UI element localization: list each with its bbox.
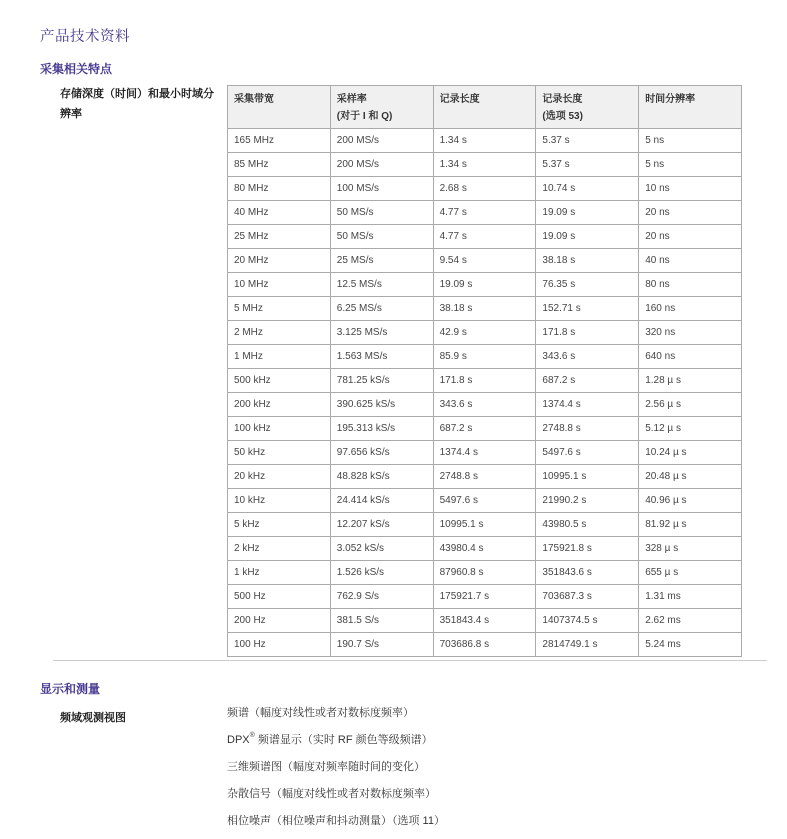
header-line1: 记录长度 [439,94,480,105]
table-row [228,129,742,153]
table-header-cell-sample-rate [330,86,433,129]
table-cell: 655 µ s [639,561,742,585]
table-cell: 10995.1 s [536,465,639,489]
table-cell: 703687.3 s [536,585,639,609]
table-row [228,297,742,321]
table-cell: 190.7 S/s [330,633,433,657]
page-title: 产品技术资料 [40,29,130,45]
table-row [228,345,742,369]
table-row [228,369,742,393]
table-cell: 5497.6 s [433,489,536,513]
item-text: 频谱显示（实时 RF 颜色等级频谱） [254,734,433,746]
table-cell: 19.09 s [536,201,639,225]
table-cell: 2814749.1 s [536,633,639,657]
table-cell: 38.18 s [536,249,639,273]
registered-trademark-icon: ® [249,732,255,740]
table-cell: 5 MHz [228,297,331,321]
table-header-cell-record-length-opt53 [536,86,639,129]
table-row [228,177,742,201]
table-cell: 12.5 MS/s [330,273,433,297]
table-cell: 9.54 s [433,249,536,273]
table-cell: 5 kHz [228,513,331,537]
table-cell: 10.24 µ s [639,441,742,465]
table-cell: 195.313 kS/s [330,417,433,441]
table-cell: 2 MHz [228,321,331,345]
table-cell: 10.74 s [536,177,639,201]
table-row [228,201,742,225]
table-cell: 1374.4 s [536,393,639,417]
table-row [228,489,742,513]
list-item [227,734,445,761]
table-cell: 1.28 µ s [639,369,742,393]
header-line2: (选项 53) [542,111,583,122]
storage-depth-table [227,85,742,657]
table-cell: 38.18 s [433,297,536,321]
table-row [228,321,742,345]
table-cell: 2.62 ms [639,609,742,633]
table-row [228,633,742,657]
table-cell: 171.8 s [536,321,639,345]
table-cell: 12.207 kS/s [330,513,433,537]
table-cell: 24.414 kS/s [330,489,433,513]
table-row [228,417,742,441]
table-cell: 160 ns [639,297,742,321]
list-item [227,761,445,788]
table-header-cell-bandwidth [228,86,331,129]
table-cell: 5.37 s [536,153,639,177]
table-cell: 100 MS/s [330,177,433,201]
table-cell: 40 ns [639,249,742,273]
section-divider [53,660,767,661]
table-cell: 2748.8 s [433,465,536,489]
table-cell: 171.8 s [433,369,536,393]
table-row [228,561,742,585]
table-cell: 1 MHz [228,345,331,369]
table-cell: 343.6 s [536,345,639,369]
table-cell: 25 MS/s [330,249,433,273]
table-row [228,609,742,633]
table-cell: 20 MHz [228,249,331,273]
table-cell: 200 MS/s [330,153,433,177]
table-cell: 4.77 s [433,225,536,249]
table-row [228,153,742,177]
table-header-cell-time-resolution [639,86,742,129]
table-row [228,513,742,537]
table-cell: 43980.4 s [433,537,536,561]
table-cell: 10995.1 s [433,513,536,537]
table-cell: 5497.6 s [536,441,639,465]
list-item [227,815,445,839]
table-cell: 762.9 S/s [330,585,433,609]
table-body [228,129,742,657]
table-cell: 1407374.5 s [536,609,639,633]
table-cell: 3.125 MS/s [330,321,433,345]
table-cell: 1 kHz [228,561,331,585]
table-cell: 640 ns [639,345,742,369]
item-text: 相位噪声（相位噪声和抖动测量）（选项 11） [227,815,445,827]
table-cell: 85.9 s [433,345,536,369]
table-cell: 175921.8 s [536,537,639,561]
header-line1: 时间分辨率 [645,94,696,105]
table-cell: 175921.7 s [433,585,536,609]
table-row [228,441,742,465]
table-cell: 200 MS/s [330,129,433,153]
table-cell: 48.828 kS/s [330,465,433,489]
header-line1: 采样率 [336,94,367,105]
table-cell: 687.2 s [433,417,536,441]
table-cell: 3.052 kS/s [330,537,433,561]
table-cell: 703686.8 s [433,633,536,657]
table-cell: 10 MHz [228,273,331,297]
table-cell: 40.96 µ s [639,489,742,513]
table-cell: 351843.6 s [536,561,639,585]
item-text: 频谱（幅度对线性或者对数标度频率） [227,707,414,719]
table-cell: 328 µ s [639,537,742,561]
table-cell: 320 ns [639,321,742,345]
table-cell: 5 ns [639,129,742,153]
table-cell: 21990.2 s [536,489,639,513]
table-cell: 50 MS/s [330,225,433,249]
table-row [228,537,742,561]
table-cell: 100 Hz [228,633,331,657]
item-text: 杂散信号（幅度对线性或者对数标度频率） [227,788,436,800]
table-cell: 1.31 ms [639,585,742,609]
table-row [228,273,742,297]
table-cell: 165 MHz [228,129,331,153]
table-header-cell-record-length [433,86,536,129]
table-cell: 152.71 s [536,297,639,321]
table-cell: 200 kHz [228,393,331,417]
table-cell: 6.25 MS/s [330,297,433,321]
table-row [228,393,742,417]
table-cell: 1.526 kS/s [330,561,433,585]
frequency-view-list [227,707,445,839]
item-text: DPX [227,734,250,746]
header-line2: (对于 I 和 Q) [336,111,393,122]
table-cell: 5.37 s [536,129,639,153]
list-item [227,707,445,734]
table-cell: 2748.8 s [536,417,639,441]
table-cell: 100 kHz [228,417,331,441]
section-heading-acquisition: 采集相关特点 [40,62,113,76]
storage-depth-row-label: 存储深度（时间）和最小时域分辨率 [60,88,214,120]
table-cell: 20 ns [639,201,742,225]
table-cell: 10 ns [639,177,742,201]
table-cell: 42.9 s [433,321,536,345]
table-cell: 97.656 kS/s [330,441,433,465]
table-cell: 200 Hz [228,609,331,633]
table-cell: 19.09 s [433,273,536,297]
frequency-view-row-label: 频域观测视图 [60,712,126,724]
table-cell: 80 MHz [228,177,331,201]
table-cell: 10 kHz [228,489,331,513]
table-header-row [228,86,742,129]
table-cell: 5.12 µ s [639,417,742,441]
table-row [228,465,742,489]
table-cell: 76.35 s [536,273,639,297]
table-row [228,249,742,273]
table-cell: 20 ns [639,225,742,249]
section-heading-display: 显示和测量 [40,682,101,696]
table-cell: 25 MHz [228,225,331,249]
table-cell: 20.48 µ s [639,465,742,489]
table-cell: 1.563 MS/s [330,345,433,369]
table-cell: 5.24 ms [639,633,742,657]
table-cell: 1374.4 s [433,441,536,465]
list-item [227,788,445,815]
table-cell: 20 kHz [228,465,331,489]
table-cell: 1.34 s [433,129,536,153]
table-cell: 343.6 s [433,393,536,417]
item-text: 三维频谱图（幅度对频率随时间的变化） [227,761,425,773]
table-cell: 687.2 s [536,369,639,393]
table-cell: 43980.5 s [536,513,639,537]
table-row [228,585,742,609]
table-cell: 390.625 kS/s [330,393,433,417]
table-cell: 85 MHz [228,153,331,177]
table-cell: 500 kHz [228,369,331,393]
table-cell: 80 ns [639,273,742,297]
table-cell: 81.92 µ s [639,513,742,537]
table-cell: 50 MS/s [330,201,433,225]
table-cell: 500 Hz [228,585,331,609]
table-row [228,225,742,249]
table-cell: 5 ns [639,153,742,177]
table-cell: 2 kHz [228,537,331,561]
table-cell: 2.68 s [433,177,536,201]
table-cell: 87960.8 s [433,561,536,585]
header-line1: 采集带宽 [234,94,274,105]
table-cell: 381.5 S/s [330,609,433,633]
table-cell: 781.25 kS/s [330,369,433,393]
table-cell: 50 kHz [228,441,331,465]
header-line1: 记录长度 [542,94,583,105]
table-cell: 1.34 s [433,153,536,177]
table-cell: 4.77 s [433,201,536,225]
table-cell: 351843.4 s [433,609,536,633]
table-cell: 2.56 µ s [639,393,742,417]
table-cell: 19.09 s [536,225,639,249]
table-cell: 40 MHz [228,201,331,225]
